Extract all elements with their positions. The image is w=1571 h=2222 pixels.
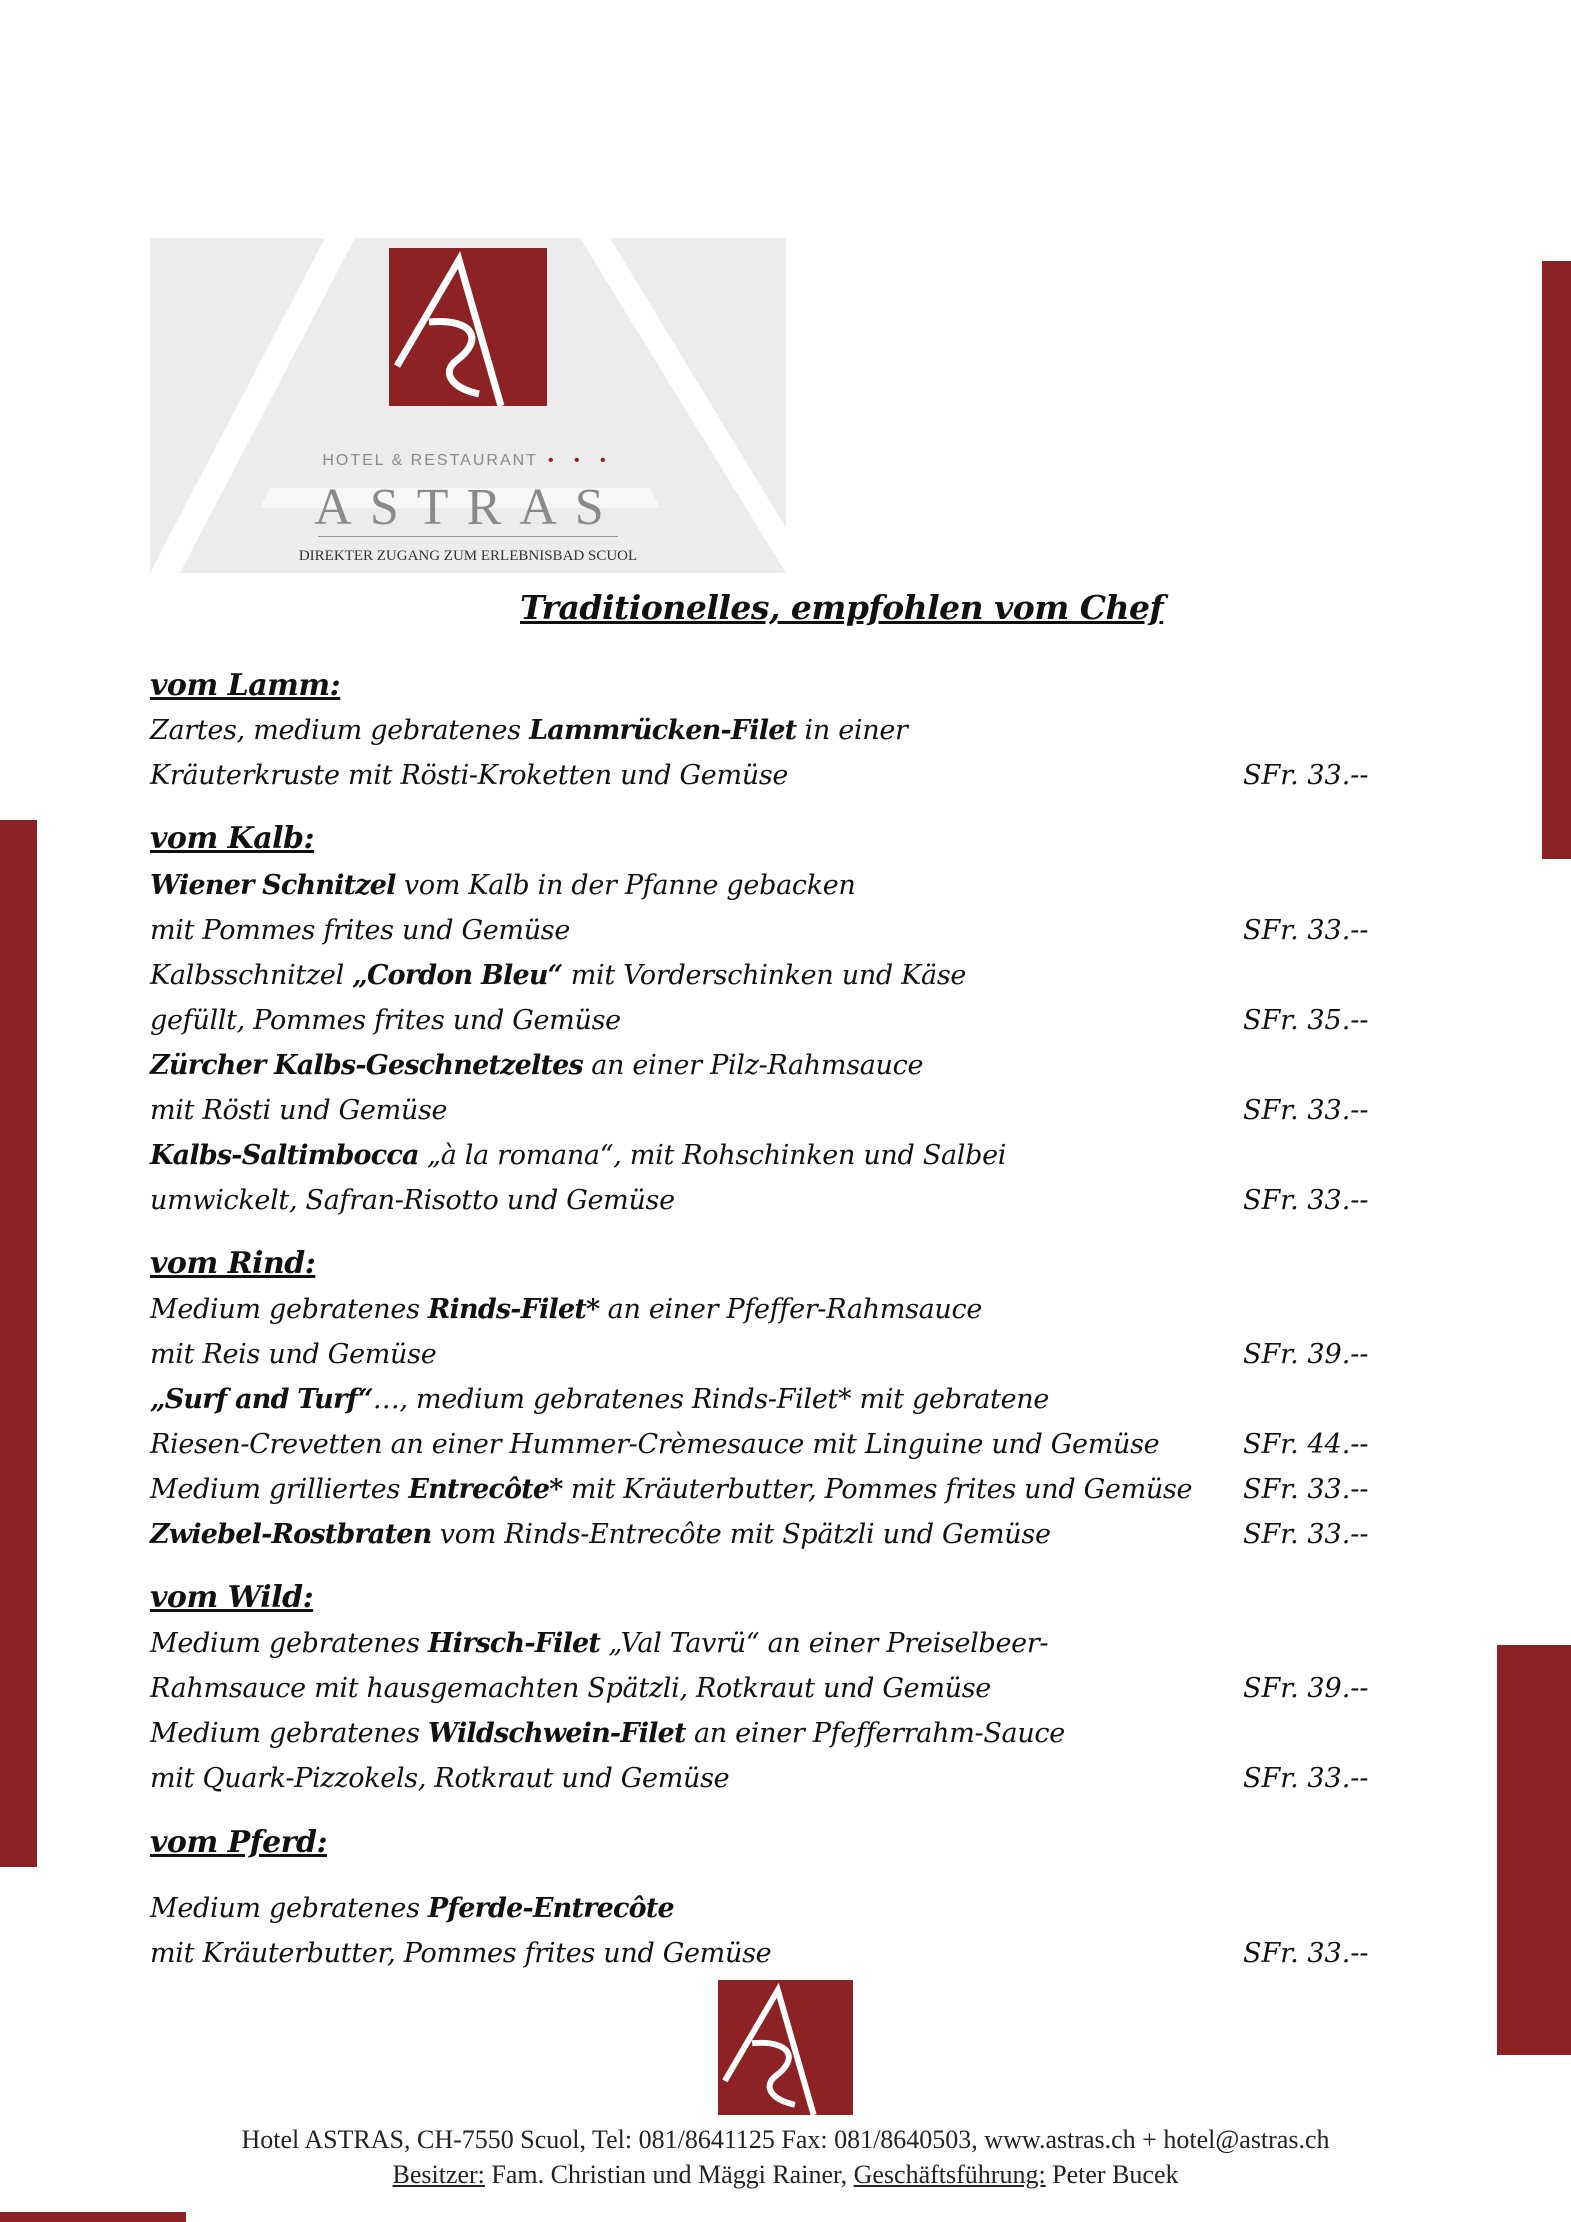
menu-line: Kräuterkruste mit Rösti-Kroketten und Gemüse	[150, 760, 789, 791]
menu-line: Medium gebratenes Wildschwein-Filet an einer Pfefferrahm-Sauce	[150, 1718, 1065, 1749]
menu-line: Zürcher Kalbs-Geschnetzeltes an einer Pilz-Rahmsauce	[150, 1050, 924, 1081]
decorative-bar-left	[0, 820, 37, 1867]
decorative-bar-bottom-left	[0, 2212, 186, 2222]
price-pferde-entrecote: SFr. 33.--	[1243, 1938, 1369, 1969]
dish-name: Lammrücken-Filet	[529, 715, 797, 746]
logo-tagline: DIREKTER ZUGANG ZUM ERLEBNISBAD SCUOL	[298, 548, 638, 564]
section-heading-rind: vom Rind:	[150, 1246, 316, 1281]
footer-ownership: Besitzer: Fam. Christian und Mäggi Rainer, Geschäftsführung: Peter Bucek	[392, 2160, 1179, 2189]
menu-line: Kalbsschnitzel „Cordon Bleu“ mit Vorderschinken und Käse	[150, 960, 967, 991]
price-hirsch-filet: SFr. 39.--	[1243, 1673, 1369, 1704]
menu-line: Medium gebratenes Pferde-Entrecôte	[150, 1893, 674, 1924]
decorative-bar-right-top	[1542, 261, 1571, 859]
price-entrecote: SFr. 33.--	[1243, 1474, 1369, 1505]
price-zwiebel-rostbraten: SFr. 33.--	[1243, 1519, 1369, 1550]
price-zuercher-geschnetzeltes: SFr. 33.--	[1243, 1095, 1369, 1126]
dish-name: Zürcher Kalbs-Geschnetzeltes	[150, 1050, 583, 1081]
price-surf-and-turf: SFr. 44.--	[1243, 1429, 1369, 1460]
menu-line: Rahmsauce mit hausgemachten Spätzli, Rotkraut und Gemüse	[150, 1673, 991, 1704]
owner-label: Besitzer:	[392, 2160, 485, 2189]
section-heading-wild: vom Wild:	[150, 1580, 314, 1615]
dish-name: Hirsch-Filet	[427, 1628, 601, 1659]
menu-line: Zartes, medium gebratenes Lammrücken-Filet in einer	[150, 715, 908, 746]
logo-divider	[318, 536, 618, 537]
section-heading-pferd: vom Pferd:	[150, 1825, 328, 1860]
menu-line: umwickelt, Safran-Risotto und Gemüse	[150, 1185, 675, 1216]
price-wiener-schnitzel: SFr. 33.--	[1243, 915, 1369, 946]
menu-line: Wiener Schnitzel vom Kalb in der Pfanne gebacken	[150, 870, 856, 901]
dish-name: Kalbs-Saltimbocca	[150, 1140, 419, 1171]
menu-line: Zwiebel-Rostbraten vom Rinds-Entrecôte mit Spätzli und Gemüse	[150, 1519, 1051, 1550]
dish-name: Zwiebel-Rostbraten	[150, 1519, 432, 1550]
dish-name: Pferde-Entrecôte	[427, 1893, 674, 1924]
footer-contact: Hotel ASTRAS, CH-7550 Scuol, Tel: 081/8641125 Fax: 081/8640503, www.astras.ch + hotel@astras.ch	[241, 2125, 1330, 2154]
menu-line: Kalbs-Saltimbocca „à la romana“, mit Rohschinken und Salbei	[150, 1140, 1007, 1171]
menu-line: Riesen-Crevetten an einer Hummer-Crèmesauce mit Linguine und Gemüse	[150, 1429, 1160, 1460]
dish-name: Entrecôte*	[408, 1474, 563, 1505]
decorative-bar-right-bottom	[1497, 1645, 1571, 2055]
menu-line: mit Reis und Gemüse	[150, 1339, 437, 1370]
price-saltimbocca: SFr. 33.--	[1243, 1185, 1369, 1216]
menu-line: „Surf and Turf“…, medium gebratenes Rinds-Filet* mit gebratene	[150, 1384, 1050, 1415]
dish-name: „Surf and Turf“	[150, 1384, 373, 1415]
dish-name: Rinds-Filet*	[427, 1294, 600, 1325]
price-wildschwein-filet: SFr. 33.--	[1243, 1763, 1369, 1794]
logo-kicker: HOTEL & RESTAURANT • • •	[322, 452, 614, 469]
menu-line: Medium gebratenes Hirsch-Filet „Val Tavrü“ an einer Preiselbeer-	[150, 1628, 1049, 1659]
dish-name: Wiener Schnitzel	[150, 870, 396, 901]
page-title: Traditionelles, empfohlen vom Chef	[520, 588, 1164, 627]
astras-logo-mark-icon	[389, 248, 547, 406]
section-heading-lamm: vom Lamm:	[150, 668, 341, 703]
logo-stars: • • •	[547, 452, 614, 469]
dish-name: „Cordon Bleu“	[352, 960, 563, 991]
menu-line: mit Rösti und Gemüse	[150, 1095, 448, 1126]
logo-name: ASTRAS	[314, 479, 622, 536]
price-rinds-filet: SFr. 39.--	[1243, 1339, 1369, 1370]
dish-name: Wildschwein-Filet	[427, 1718, 686, 1749]
section-heading-kalb: vom Kalb:	[150, 821, 315, 856]
menu-line: mit Quark-Pizzokels, Rotkraut und Gemüse	[150, 1763, 730, 1794]
price-cordon-bleu: SFr. 35.--	[1243, 1005, 1369, 1036]
menu-line: gefüllt, Pommes frites und Gemüse	[150, 1005, 621, 1036]
hotel-logo	[150, 238, 786, 573]
menu-line: mit Kräuterbutter, Pommes frites und Gemüse	[150, 1938, 772, 1969]
menu-line: Medium gebratenes Rinds-Filet* an einer Pfeffer-Rahmsauce	[150, 1294, 983, 1325]
manager-label: Geschäftsführung:	[853, 2160, 1046, 2189]
price-lammruecken-filet: SFr. 33.--	[1243, 760, 1369, 791]
menu-line: mit Pommes frites und Gemüse	[150, 915, 571, 946]
menu-line: Medium grilliertes Entrecôte* mit Kräuterbutter, Pommes frites und Gemüse	[150, 1474, 1193, 1505]
footer-logo-mark-icon	[718, 1980, 853, 2115]
